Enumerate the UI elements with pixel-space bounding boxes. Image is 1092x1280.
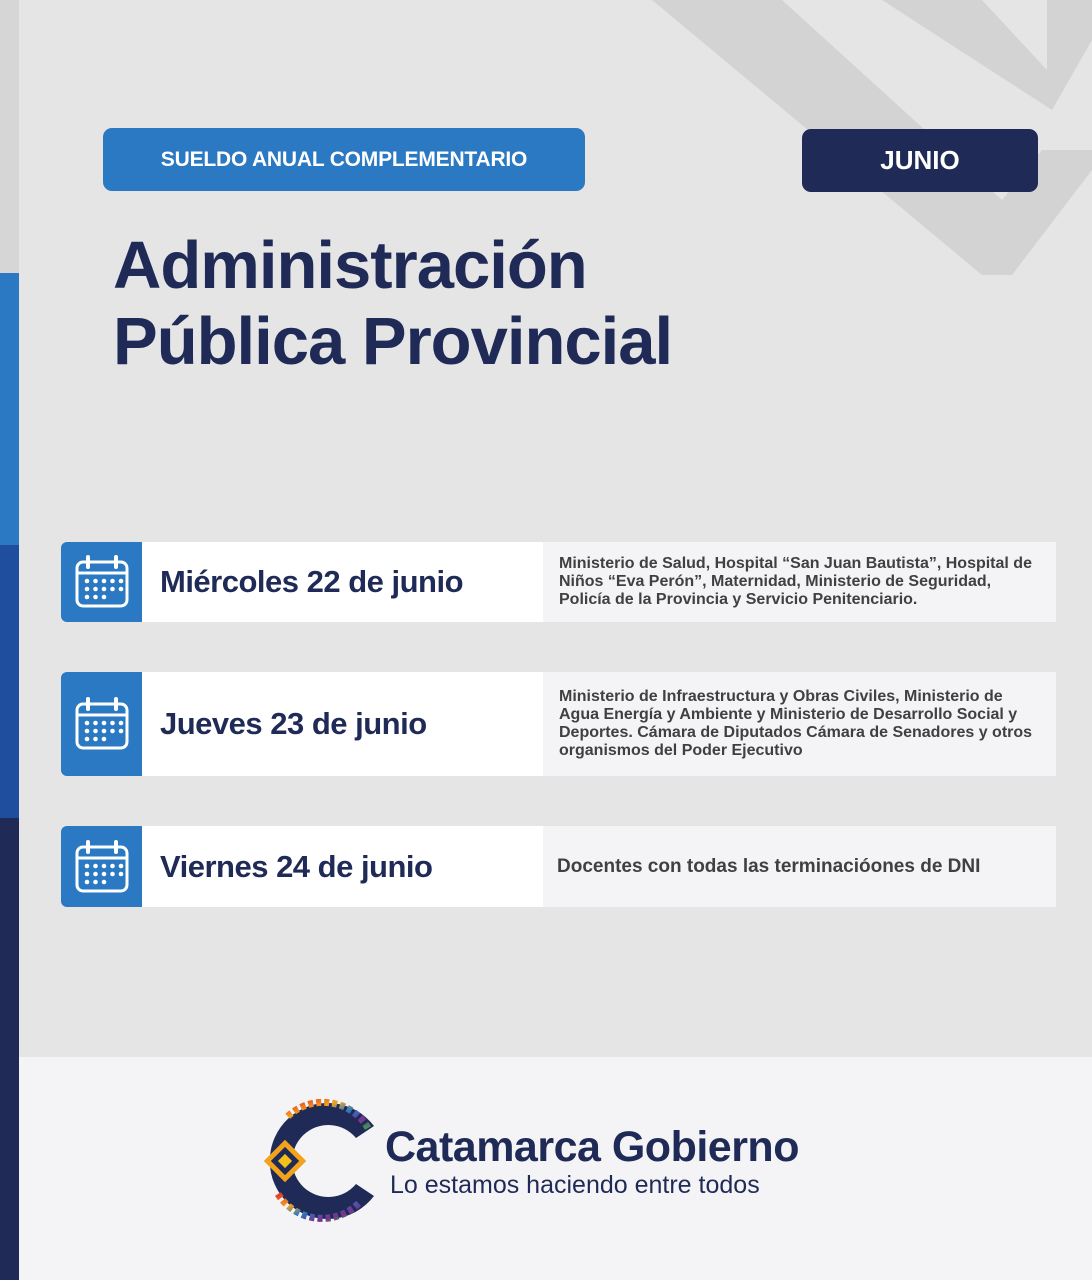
payment-date: Miércoles 22 de junio <box>142 542 543 622</box>
accent-strip-navy <box>0 818 19 1280</box>
calendar-icon <box>61 672 142 776</box>
payment-date: Viernes 24 de junio <box>142 826 543 907</box>
catamarca-logo-icon <box>256 1098 380 1224</box>
page-title <box>113 228 672 380</box>
calendar-icon <box>61 542 142 622</box>
payment-date: Jueves 23 de junio <box>142 672 543 776</box>
category-badge: SUELDO ANUAL COMPLEMENTARIO <box>103 128 585 191</box>
month-badge: JUNIO <box>802 129 1038 192</box>
accent-strip-blue <box>0 273 19 545</box>
schedule-row <box>61 542 1056 622</box>
payment-description: Docentes con todas las terminacióones de DNI <box>543 826 1056 907</box>
accent-strip-mid-blue <box>0 545 19 818</box>
title-line-2: Pública Provincial <box>113 304 673 379</box>
brand-tagline: Lo estamos haciendo entre todos <box>390 1171 760 1199</box>
calendar-icon <box>61 826 142 907</box>
brand-name: Catamarca Gobierno <box>385 1123 799 1171</box>
schedule-row <box>61 826 1056 907</box>
accent-strip-grey <box>0 0 19 273</box>
payment-description: Ministerio de Infraestructura y Obras Civiles, Ministerio de Agua Energía y Ambiente y Ministerio de Desarrollo Social y Deportes. Cámara de Diputados Cámara de Senadores y otros organismos del Poder Ejecutivo <box>543 672 1056 776</box>
title-line-1: Administración <box>113 228 587 303</box>
payment-description: Ministerio de Salud, Hospital “San Juan Bautista”, Hospital de Niños “Eva Perón”, Maternidad, Ministerio de Seguridad, Policía de la Provincia y Servicio Penitenciario. <box>543 542 1056 622</box>
schedule-row <box>61 672 1056 776</box>
